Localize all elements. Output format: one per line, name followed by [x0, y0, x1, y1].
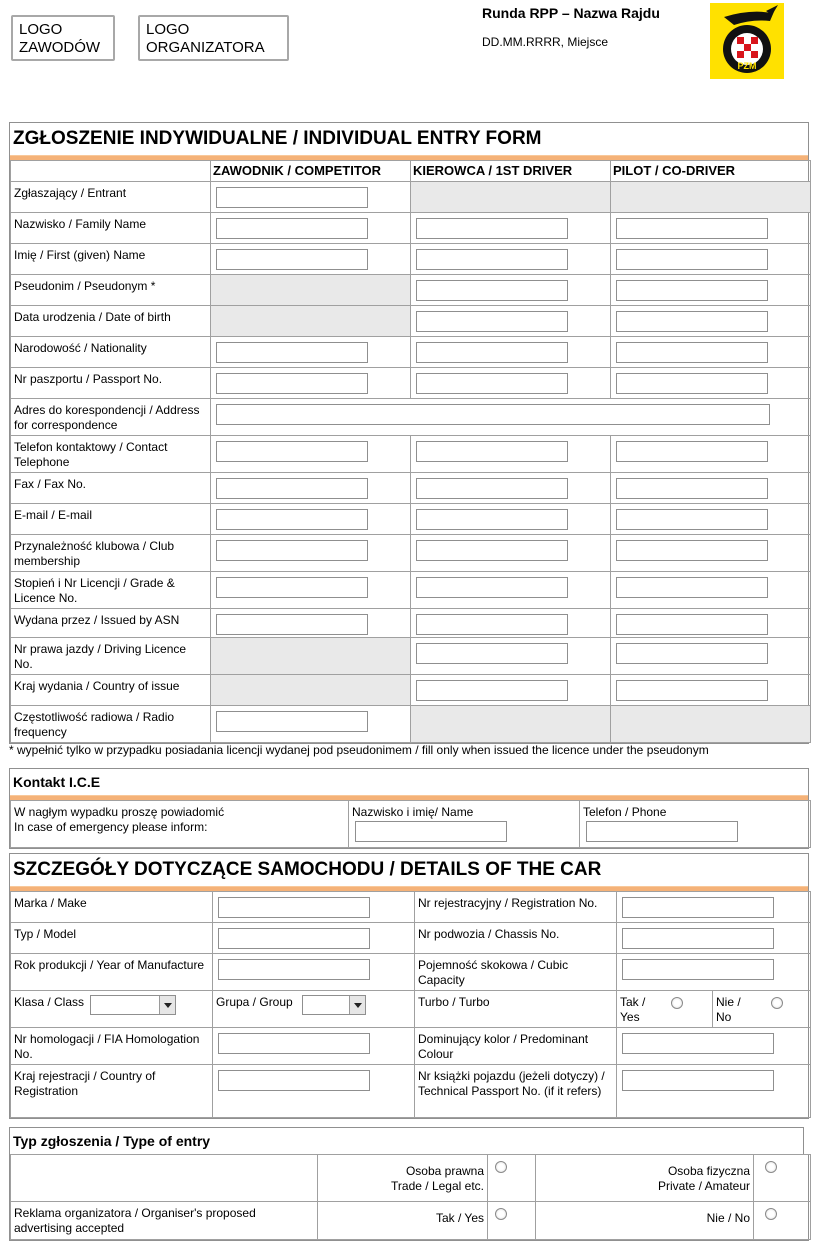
entry-type-table — [10, 1154, 811, 1240]
first-name-codriver-input[interactable] — [616, 249, 768, 270]
chevron-down-icon — [349, 996, 365, 1014]
telephone-label: Telefon kontaktowy / Contact Telephone — [11, 436, 211, 473]
event-logo-placeholder — [11, 15, 115, 61]
advertising-yes-label: Tak / Yes — [318, 1202, 488, 1240]
table-row — [11, 1202, 811, 1240]
turbo-no-label: Nie / No — [716, 995, 741, 1024]
family-name-label: Nazwisko / Family Name — [11, 213, 211, 244]
family-name-driver-input[interactable] — [416, 218, 568, 239]
licence-label: Stopień i Nr Licencji / Grade & Licence No. — [11, 572, 211, 609]
passport-codriver-input[interactable] — [616, 373, 768, 394]
table-row — [11, 337, 811, 368]
table-row — [11, 675, 811, 706]
passport-label: Nr paszportu / Passport No. — [11, 368, 211, 399]
club-label: Przynależność klubowa / Club membership — [11, 535, 211, 572]
turbo-yes-radio[interactable] — [671, 997, 683, 1009]
make-input[interactable] — [218, 897, 370, 918]
table-row — [11, 572, 811, 609]
entry-form-title: ZGŁOSZENIE INDYWIDUALNE / INDIVIDUAL ENTRY FORM — [13, 128, 542, 149]
codriver-column-header: PILOT / CO-DRIVER — [611, 161, 811, 182]
private-person-en: Private / Amateur — [657, 1179, 750, 1193]
licence-codriver-input[interactable] — [616, 577, 768, 598]
ice-name-label: Nazwisko i imię/ Name — [352, 805, 474, 819]
homologation-label: Nr homologacji / FIA Homologation No. — [11, 1028, 213, 1065]
entrant-competitor-input[interactable] — [216, 187, 368, 208]
table-row — [11, 473, 811, 504]
colour-input[interactable] — [622, 1033, 774, 1054]
entrant-label: Zgłaszający / Entrant — [11, 182, 211, 213]
table-row — [11, 638, 811, 675]
driving-licence-codriver-input[interactable] — [616, 643, 768, 664]
table-row — [11, 504, 811, 535]
nationality-competitor-input[interactable] — [216, 342, 368, 363]
private-person-pl: Osoba fizyczna — [667, 1164, 750, 1178]
address-input[interactable] — [216, 404, 770, 425]
colour-label: Dominujący kolor / Predominant Colour — [415, 1028, 617, 1065]
entry-form-table — [10, 160, 811, 743]
tech-passport-input[interactable] — [622, 1070, 774, 1091]
table-row — [11, 182, 811, 213]
model-input[interactable] — [218, 928, 370, 949]
private-person-radio[interactable] — [765, 1161, 777, 1173]
make-label: Marka / Make — [11, 892, 213, 923]
pzm-logo — [710, 3, 784, 79]
organizer-logo-placeholder — [138, 15, 289, 61]
email-codriver-input[interactable] — [616, 509, 768, 530]
year-label: Rok produkcji / Year of Manufacture — [11, 954, 213, 991]
dob-codriver-input[interactable] — [616, 311, 768, 332]
tech-passport-label: Nr książki pojazdu (jeżeli dotyczy) / Technical Passport No. (if it refers) — [415, 1065, 617, 1118]
licence-competitor-input[interactable] — [216, 577, 368, 598]
table-row — [11, 535, 811, 572]
model-label: Typ / Model — [11, 923, 213, 954]
year-input[interactable] — [218, 959, 370, 980]
ice-section — [9, 768, 809, 849]
country-issue-driver-input[interactable] — [416, 680, 568, 701]
phone-driver-input[interactable] — [416, 441, 568, 462]
homologation-input[interactable] — [218, 1033, 370, 1054]
legal-entity-radio[interactable] — [495, 1161, 507, 1173]
entry-type-table-wrap — [9, 1154, 809, 1241]
car-details-section — [9, 853, 809, 1119]
table-row — [11, 1028, 811, 1065]
country-registration-label: Kraj rejestracji / Country of Registration — [11, 1065, 213, 1118]
advertising-no-label: Nie / No — [536, 1202, 754, 1240]
country-registration-input[interactable] — [218, 1070, 370, 1091]
advertising-yes-radio[interactable] — [495, 1208, 507, 1220]
fax-driver-input[interactable] — [416, 478, 568, 499]
ice-instruction-en: In case of emergency please inform: — [14, 820, 208, 834]
address-label: Adres do korespondencji / Address for correspondence — [11, 399, 211, 436]
driving-licence-driver-input[interactable] — [416, 643, 568, 664]
entry-form-section — [9, 122, 809, 744]
phone-competitor-input[interactable] — [216, 441, 368, 462]
phone-codriver-input[interactable] — [616, 441, 768, 462]
class-select[interactable] — [90, 995, 176, 1015]
pseudonym-footnote: * wypełnić tylko w przypadku posiadania licencji wydanej pod pseudonimem / fill only when issued the licence under the pseudonym — [9, 743, 709, 757]
table-row — [11, 923, 811, 954]
first-name-competitor-input[interactable] — [216, 249, 368, 270]
table-row — [11, 275, 811, 306]
issued-codriver-input[interactable] — [616, 614, 768, 635]
turbo-yes-label: Tak / Yes — [620, 995, 646, 1024]
driver-column-header: KIEROWCA / 1ST DRIVER — [411, 161, 611, 182]
table-row — [11, 1155, 811, 1202]
family-name-competitor-input[interactable] — [216, 218, 368, 239]
club-codriver-input[interactable] — [616, 540, 768, 561]
table-row — [11, 436, 811, 473]
legal-entity-pl: Osoba prawna — [405, 1164, 484, 1178]
dob-driver-input[interactable] — [416, 311, 568, 332]
car-details-title: SZCZEGÓŁY DOTYCZĄCE SAMOCHODU / DETAILS OF THE CAR — [13, 859, 602, 880]
rally-title: Runda RPP – Nazwa Rajdu — [482, 5, 660, 21]
first-name-label: Imię / First (given) Name — [11, 244, 211, 275]
ice-instruction-pl: W nagłym wypadku proszę powiadomić — [14, 805, 225, 819]
email-driver-input[interactable] — [416, 509, 568, 530]
table-row — [11, 368, 811, 399]
ice-table — [10, 800, 811, 848]
table-row — [11, 954, 811, 991]
rally-date-place: DD.MM.RRRR, Miejsce — [482, 35, 608, 49]
empty-header-cell — [11, 161, 211, 182]
issued-competitor-input[interactable] — [216, 614, 368, 635]
capacity-label: Pojemność skokowa / Cubic Capacity — [415, 954, 617, 991]
class-label: Klasa / Class — [14, 995, 85, 1009]
passport-driver-input[interactable] — [416, 373, 568, 394]
country-of-issue-label: Kraj wydania / Country of issue — [11, 675, 211, 706]
group-select[interactable] — [302, 995, 366, 1015]
radio-competitor-input[interactable] — [216, 711, 368, 732]
nationality-label: Narodowość / Nationality — [11, 337, 211, 368]
table-row — [11, 244, 811, 275]
issued-by-label: Wydana przez / Issued by ASN — [11, 609, 211, 638]
competitor-column-header: ZAWODNIK / COMPETITOR — [211, 161, 411, 182]
chassis-input[interactable] — [622, 928, 774, 949]
first-name-driver-input[interactable] — [416, 249, 568, 270]
fax-codriver-input[interactable] — [616, 478, 768, 499]
chassis-label: Nr podwozia / Chassis No. — [415, 923, 617, 954]
fax-label: Fax / Fax No. — [11, 473, 211, 504]
entry-type-title: Typ zgłoszenia / Type of entry — [13, 1133, 211, 1149]
event-logo-text: LOGO ZAWODÓW — [19, 21, 101, 56]
pseudonym-codriver-input[interactable] — [616, 280, 768, 301]
licence-driver-input[interactable] — [416, 577, 568, 598]
registration-label: Nr rejestracyjny / Registration No. — [415, 892, 617, 923]
advertising-no-radio[interactable] — [765, 1208, 777, 1220]
ice-name-input[interactable] — [355, 821, 507, 842]
table-row — [11, 991, 811, 1028]
table-row — [11, 892, 811, 923]
ice-title: Kontakt I.C.E — [13, 774, 101, 790]
legal-entity-en: Trade / Legal etc. — [391, 1179, 484, 1193]
turbo-label: Turbo / Turbo — [415, 991, 617, 1028]
group-label: Grupa / Group — [216, 995, 293, 1009]
pseudonym-driver-input[interactable] — [416, 280, 568, 301]
table-row — [11, 1065, 811, 1118]
car-details-table — [10, 891, 811, 1118]
pzm-emblem-icon — [710, 3, 784, 79]
ice-phone-label: Telefon / Phone — [583, 805, 667, 819]
country-issue-codriver-input[interactable] — [616, 680, 768, 701]
table-row — [11, 213, 811, 244]
table-row — [11, 706, 811, 743]
driving-licence-label: Nr prawa jazdy / Driving Licence No. — [11, 638, 211, 675]
issued-driver-input[interactable] — [416, 614, 568, 635]
nationality-codriver-input[interactable] — [616, 342, 768, 363]
email-competitor-input[interactable] — [216, 509, 368, 530]
passport-competitor-input[interactable] — [216, 373, 368, 394]
svg-text:PZM: PZM — [737, 61, 757, 71]
family-name-codriver-input[interactable] — [616, 218, 768, 239]
turbo-no-radio[interactable] — [771, 997, 783, 1009]
chevron-down-icon — [159, 996, 175, 1014]
capacity-input[interactable] — [622, 959, 774, 980]
club-driver-input[interactable] — [416, 540, 568, 561]
ice-phone-input[interactable] — [586, 821, 738, 842]
fax-competitor-input[interactable] — [216, 478, 368, 499]
organizer-logo-text: LOGO ORGANIZATORA — [146, 21, 265, 56]
date-of-birth-label: Data urodzenia / Date of birth — [11, 306, 211, 337]
advertising-label: Reklama organizatora / Organiser's proposed advertising accepted — [11, 1202, 318, 1240]
pseudonym-label: Pseudonim / Pseudonym * — [11, 275, 211, 306]
registration-input[interactable] — [622, 897, 774, 918]
table-row — [11, 306, 811, 337]
nationality-driver-input[interactable] — [416, 342, 568, 363]
table-row — [11, 609, 811, 638]
club-competitor-input[interactable] — [216, 540, 368, 561]
radio-frequency-label: Częstotliwość radiowa / Radio frequency — [11, 706, 211, 743]
table-row — [11, 399, 811, 436]
email-label: E-mail / E-mail — [11, 504, 211, 535]
